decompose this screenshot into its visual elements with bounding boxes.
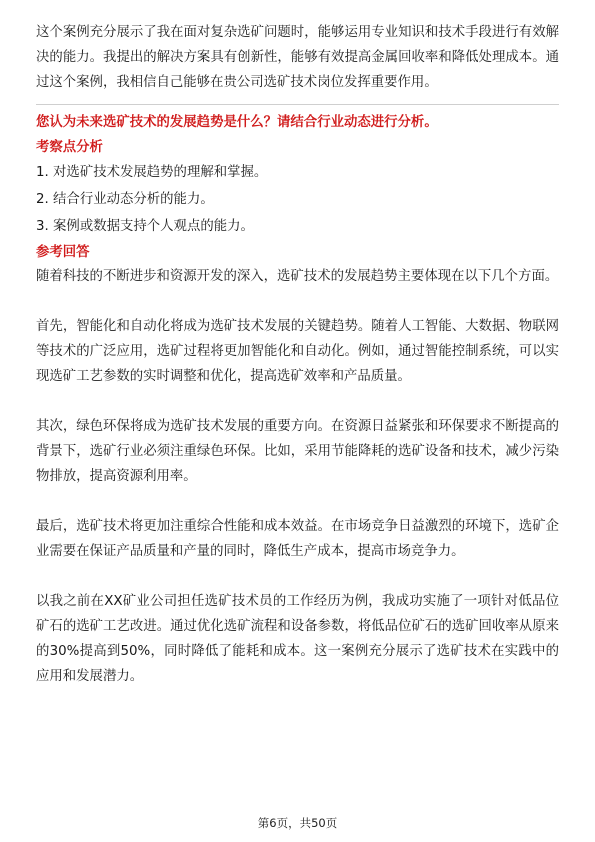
answer-paragraph: 其次，绿色环保将成为选矿技术发展的重要方向。在资源日益紧张和环保要求不断提高的背景下，选矿行业必须注重绿色环保。比如，采用节能降耗的选矿设备和技术，减少污染物排放，提高资源利用率。 <box>36 419 559 484</box>
answer-paragraph: 随着科技的不断进步和资源开发的深入，选矿技术的发展趋势主要体现在以下几个方面。 <box>36 269 559 284</box>
analysis-heading: 考察点分析 <box>36 140 103 155</box>
section-divider <box>36 104 559 105</box>
interview-question: 您认为未来选矿技术的发展趋势是什么？请结合行业动态进行分析。 <box>36 115 438 130</box>
intro-paragraph: 这个案例充分展示了我在面对复杂选矿问题时，能够运用专业知识和技术手段进行有效解决的能力。我提出的解决方案具有创新性，能够有效提高金属回收率和降低处理成本。通过这个案例，我相信自己能够在贵公司选矿技术岗位发挥重要作用。 <box>36 25 559 90</box>
paragraph-gap <box>36 564 559 589</box>
answer-heading: 参考回答 <box>36 245 90 260</box>
answer-paragraph: 首先，智能化和自动化将成为选矿技术发展的关键趋势。随着人工智能、大数据、物联网等技术的广泛应用，选矿过程将更加智能化和自动化。例如，通过智能控制系统，可以实现选矿工艺参数的实时调整和优化，提高选矿效率和产品质量。 <box>36 319 559 384</box>
paragraph-gap <box>36 489 559 514</box>
page-number: 第6页，共50页 <box>257 816 338 830</box>
paragraph-gap <box>36 389 559 414</box>
analysis-item: 2. 结合行业动态分析的能力。 <box>36 192 214 207</box>
analysis-item: 3. 案例或数据支持个人观点的能力。 <box>36 219 254 234</box>
answer-paragraph: 以我之前在XX矿业公司担任选矿技术员的工作经历为例，我成功实施了一项针对低品位矿石的选矿工艺改进。通过优化选矿流程和设备参数，将低品位矿石的选矿回收率从原来的30%提高到50%，同时降低了能耗和成本。这一案例充分展示了选矿技术在实践中的应用和发展潜力。 <box>36 594 559 684</box>
document-page <box>36 20 559 689</box>
paragraph-gap <box>36 289 559 314</box>
analysis-item: 1. 对选矿技术发展趋势的理解和掌握。 <box>36 165 268 180</box>
answer-paragraph: 最后，选矿技术将更加注重综合性能和成本效益。在市场竞争日益激烈的环境下，选矿企业需要在保证产品质量和产量的同时，降低生产成本，提高市场竞争力。 <box>36 519 559 559</box>
